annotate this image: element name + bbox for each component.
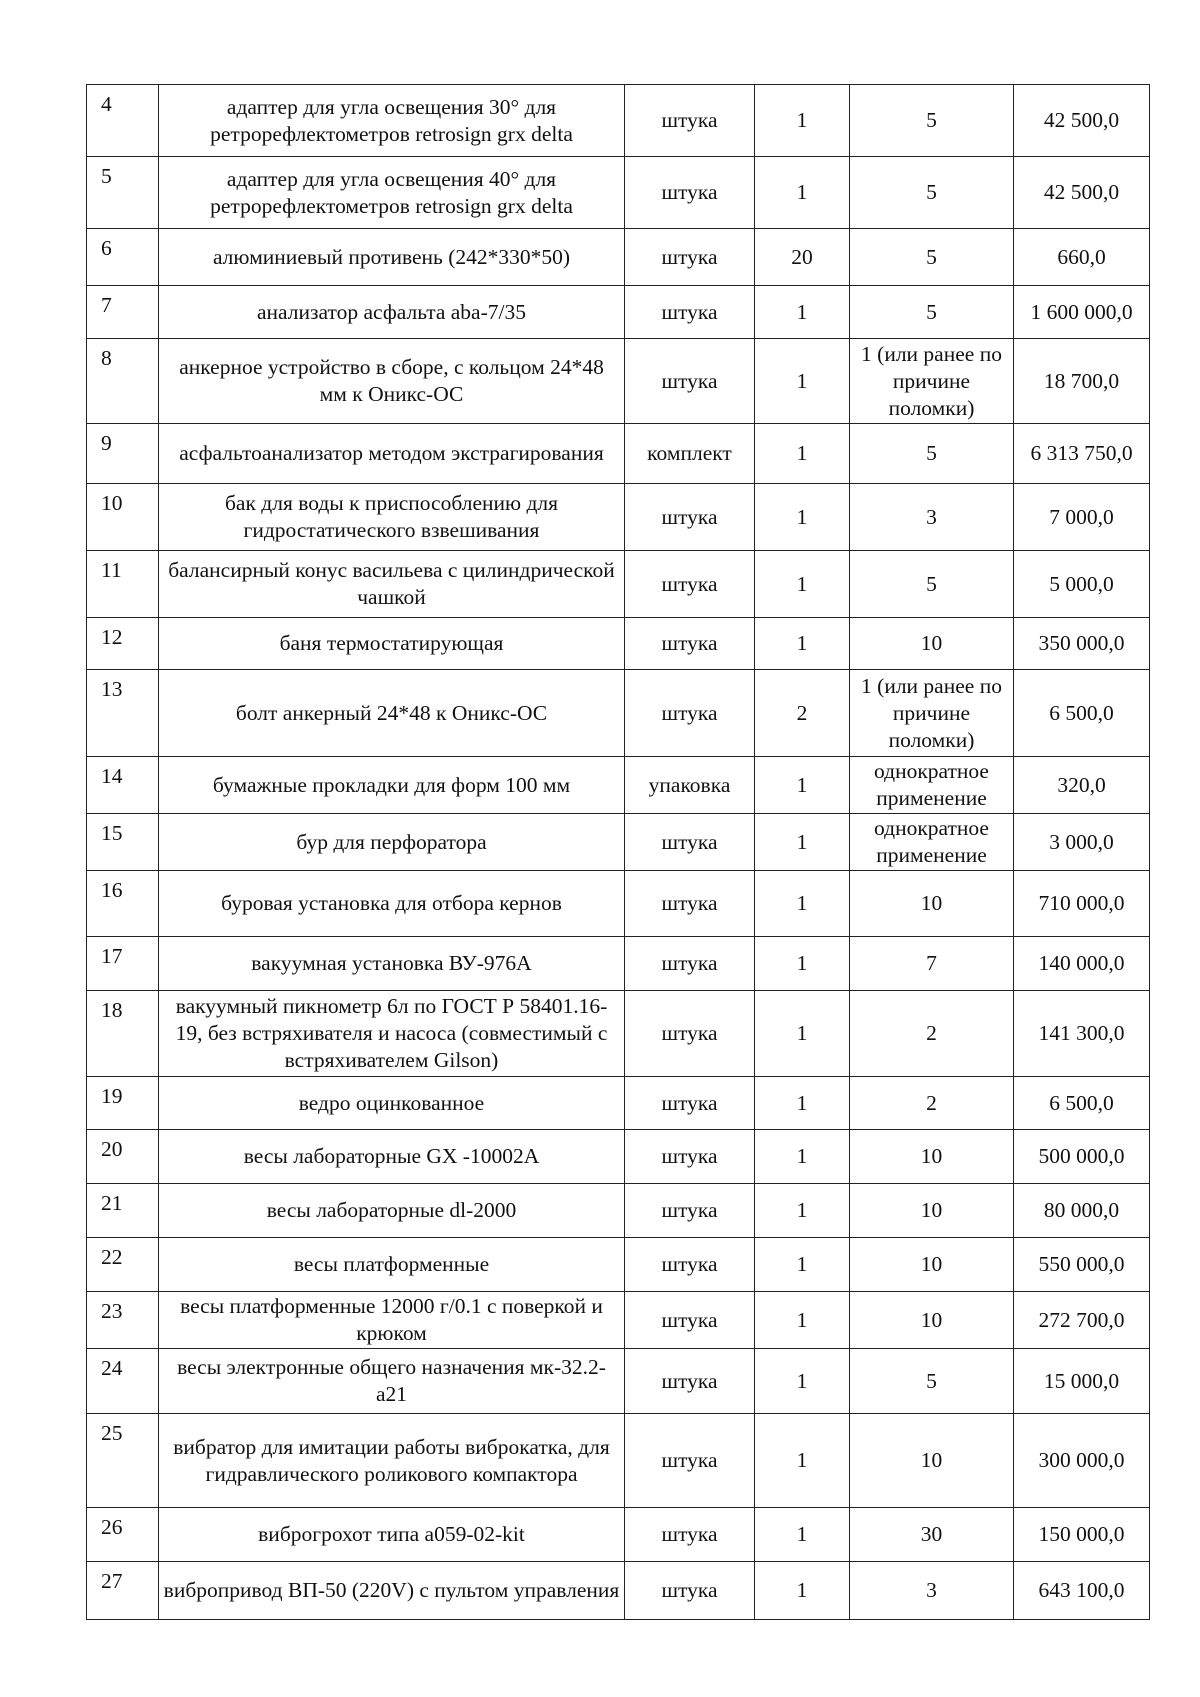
- item-price: 150 000,0: [1014, 1508, 1150, 1562]
- item-name: весы лабораторные GX -10002A: [159, 1130, 625, 1184]
- item-quantity: 1: [755, 1130, 850, 1184]
- row-number: 18: [87, 991, 159, 1077]
- table-row: [87, 286, 1150, 339]
- item-unit: штука: [625, 670, 755, 757]
- row-number: 10: [87, 484, 159, 551]
- item-unit: штука: [625, 1292, 755, 1349]
- item-term: 1 (или ранее по причине поломки): [850, 339, 1014, 424]
- row-number: 7: [87, 286, 159, 339]
- row-number: 20: [87, 1130, 159, 1184]
- table-row: [87, 937, 1150, 991]
- item-name: балансирный конус васильева с цилиндрической чашкой: [159, 551, 625, 618]
- item-price: 550 000,0: [1014, 1238, 1150, 1292]
- item-term: 2: [850, 1077, 1014, 1130]
- item-price: 7 000,0: [1014, 484, 1150, 551]
- item-name: буровая установка для отбора кернов: [159, 871, 625, 937]
- row-number: 26: [87, 1508, 159, 1562]
- item-price: 710 000,0: [1014, 871, 1150, 937]
- table-row: [87, 1508, 1150, 1562]
- item-unit: штука: [625, 85, 755, 157]
- item-name: алюминиевый противень (242*330*50): [159, 229, 625, 286]
- table-row: [87, 85, 1150, 157]
- item-quantity: 1: [755, 339, 850, 424]
- item-quantity: 20: [755, 229, 850, 286]
- item-name: вибропривод ВП-50 (220V) с пультом управления: [159, 1562, 625, 1620]
- item-unit: штука: [625, 1349, 755, 1414]
- row-number: 27: [87, 1562, 159, 1620]
- table-row: [87, 157, 1150, 229]
- item-term: 10: [850, 1292, 1014, 1349]
- item-quantity: 1: [755, 991, 850, 1077]
- row-number: 23: [87, 1292, 159, 1349]
- item-quantity: 1: [755, 937, 850, 991]
- item-unit: упаковка: [625, 757, 755, 814]
- item-unit: штука: [625, 157, 755, 229]
- item-name: бур для перфоратора: [159, 814, 625, 871]
- item-quantity: 1: [755, 424, 850, 484]
- item-term: 5: [850, 286, 1014, 339]
- table-row: [87, 991, 1150, 1077]
- item-quantity: 1: [755, 1077, 850, 1130]
- item-quantity: 1: [755, 1184, 850, 1238]
- item-name: весы платформенные 12000 г/0.1 с поверкой и крюком: [159, 1292, 625, 1349]
- item-quantity: 1: [755, 85, 850, 157]
- item-name: бумажные прокладки для форм 100 мм: [159, 757, 625, 814]
- item-price: 42 500,0: [1014, 85, 1150, 157]
- row-number: 21: [87, 1184, 159, 1238]
- item-quantity: 1: [755, 1562, 850, 1620]
- table-row: [87, 1349, 1150, 1414]
- item-name: вакуумная установка ВУ-976А: [159, 937, 625, 991]
- row-number: 11: [87, 551, 159, 618]
- item-name: асфальтоанализатор методом экстрагирования: [159, 424, 625, 484]
- table-row: [87, 1238, 1150, 1292]
- item-price: 1 600 000,0: [1014, 286, 1150, 339]
- item-unit: штука: [625, 1414, 755, 1508]
- item-name: вакуумный пикнометр 6л по ГОСТ Р 58401.16-19, без встряхивателя и насоса (совместимый с встряхивателем Gilson): [159, 991, 625, 1077]
- item-price: 15 000,0: [1014, 1349, 1150, 1414]
- row-number: 22: [87, 1238, 159, 1292]
- item-quantity: 1: [755, 814, 850, 871]
- table-row: [87, 618, 1150, 670]
- table-row: [87, 551, 1150, 618]
- item-price: 350 000,0: [1014, 618, 1150, 670]
- item-unit: комплект: [625, 424, 755, 484]
- item-name: адаптер для угла освещения 40° для ретрорефлектометров retrosign grx delta: [159, 157, 625, 229]
- item-term: 5: [850, 229, 1014, 286]
- item-price: 80 000,0: [1014, 1184, 1150, 1238]
- item-term: 1 (или ранее по причине поломки): [850, 670, 1014, 757]
- item-term: 10: [850, 618, 1014, 670]
- item-price: 643 100,0: [1014, 1562, 1150, 1620]
- table-row: [87, 484, 1150, 551]
- row-number: 19: [87, 1077, 159, 1130]
- item-term: 10: [850, 1130, 1014, 1184]
- item-quantity: 1: [755, 1238, 850, 1292]
- item-price: 660,0: [1014, 229, 1150, 286]
- item-name: весы лабораторные dl-2000: [159, 1184, 625, 1238]
- item-unit: штука: [625, 871, 755, 937]
- row-number: 14: [87, 757, 159, 814]
- item-price: 5 000,0: [1014, 551, 1150, 618]
- item-unit: штука: [625, 1508, 755, 1562]
- item-unit: штука: [625, 229, 755, 286]
- item-unit: штука: [625, 618, 755, 670]
- item-quantity: 1: [755, 286, 850, 339]
- item-name: анализатор асфальта aba-7/35: [159, 286, 625, 339]
- item-term: 3: [850, 1562, 1014, 1620]
- table-row: [87, 1077, 1150, 1130]
- table-row: [87, 1130, 1150, 1184]
- document-page: [86, 84, 1149, 1620]
- item-term: 3: [850, 484, 1014, 551]
- table-row: [87, 1414, 1150, 1508]
- item-unit: штука: [625, 339, 755, 424]
- item-term: 10: [850, 871, 1014, 937]
- item-unit: штука: [625, 484, 755, 551]
- row-number: 9: [87, 424, 159, 484]
- item-term: 10: [850, 1238, 1014, 1292]
- item-price: 272 700,0: [1014, 1292, 1150, 1349]
- item-quantity: 1: [755, 1349, 850, 1414]
- item-term: 5: [850, 157, 1014, 229]
- item-term: однократное применение: [850, 814, 1014, 871]
- item-quantity: 1: [755, 757, 850, 814]
- item-name: баня термостатирующая: [159, 618, 625, 670]
- item-quantity: 1: [755, 1292, 850, 1349]
- item-name: весы электронные общего назначения мк-32.2-а21: [159, 1349, 625, 1414]
- item-quantity: 1: [755, 157, 850, 229]
- item-price: 6 313 750,0: [1014, 424, 1150, 484]
- row-number: 24: [87, 1349, 159, 1414]
- table-row: [87, 1562, 1150, 1620]
- item-price: 140 000,0: [1014, 937, 1150, 991]
- item-name: анкерное устройство в сборе, с кольцом 24*48 мм к Оникс-ОС: [159, 339, 625, 424]
- item-name: весы платформенные: [159, 1238, 625, 1292]
- item-quantity: 1: [755, 1508, 850, 1562]
- item-unit: штука: [625, 1562, 755, 1620]
- item-term: 5: [850, 424, 1014, 484]
- item-price: 500 000,0: [1014, 1130, 1150, 1184]
- row-number: 16: [87, 871, 159, 937]
- table-row: [87, 1184, 1150, 1238]
- item-term: 10: [850, 1184, 1014, 1238]
- item-name: болт анкерный 24*48 к Оникс-ОС: [159, 670, 625, 757]
- item-quantity: 1: [755, 1414, 850, 1508]
- item-quantity: 2: [755, 670, 850, 757]
- item-unit: штука: [625, 1184, 755, 1238]
- row-number: 13: [87, 670, 159, 757]
- item-price: 42 500,0: [1014, 157, 1150, 229]
- item-term: 30: [850, 1508, 1014, 1562]
- item-unit: штука: [625, 814, 755, 871]
- item-name: ведро оцинкованное: [159, 1077, 625, 1130]
- item-unit: штука: [625, 286, 755, 339]
- row-number: 25: [87, 1414, 159, 1508]
- table-row: [87, 814, 1150, 871]
- item-price: 3 000,0: [1014, 814, 1150, 871]
- row-number: 17: [87, 937, 159, 991]
- row-number: 4: [87, 85, 159, 157]
- item-price: 300 000,0: [1014, 1414, 1150, 1508]
- item-term: однократное применение: [850, 757, 1014, 814]
- item-quantity: 1: [755, 618, 850, 670]
- row-number: 5: [87, 157, 159, 229]
- item-term: 2: [850, 991, 1014, 1077]
- table-row: [87, 871, 1150, 937]
- item-price: 141 300,0: [1014, 991, 1150, 1077]
- item-term: 5: [850, 85, 1014, 157]
- row-number: 8: [87, 339, 159, 424]
- item-term: 5: [850, 551, 1014, 618]
- item-unit: штука: [625, 1077, 755, 1130]
- item-name: виброгрохот типа a059-02-kit: [159, 1508, 625, 1562]
- row-number: 12: [87, 618, 159, 670]
- item-name: адаптер для угла освещения 30° для ретрорефлектометров retrosign grx delta: [159, 85, 625, 157]
- table-row: [87, 757, 1150, 814]
- table-row: [87, 339, 1150, 424]
- item-price: 6 500,0: [1014, 670, 1150, 757]
- item-quantity: 1: [755, 484, 850, 551]
- table-row: [87, 670, 1150, 757]
- item-term: 5: [850, 1349, 1014, 1414]
- item-quantity: 1: [755, 871, 850, 937]
- item-unit: штука: [625, 937, 755, 991]
- item-term: 7: [850, 937, 1014, 991]
- item-unit: штука: [625, 1130, 755, 1184]
- item-unit: штука: [625, 991, 755, 1077]
- item-name: бак для воды к приспособлению для гидростатического взвешивания: [159, 484, 625, 551]
- row-number: 15: [87, 814, 159, 871]
- item-price: 320,0: [1014, 757, 1150, 814]
- item-price: 18 700,0: [1014, 339, 1150, 424]
- item-price: 6 500,0: [1014, 1077, 1150, 1130]
- equipment-table: [86, 84, 1150, 1620]
- table-row: [87, 1292, 1150, 1349]
- table-row: [87, 229, 1150, 286]
- row-number: 6: [87, 229, 159, 286]
- table-row: [87, 424, 1150, 484]
- item-name: вибратор для имитации работы виброкатка, для гидравлического роликового компактора: [159, 1414, 625, 1508]
- item-quantity: 1: [755, 551, 850, 618]
- item-unit: штука: [625, 551, 755, 618]
- item-term: 10: [850, 1414, 1014, 1508]
- item-unit: штука: [625, 1238, 755, 1292]
